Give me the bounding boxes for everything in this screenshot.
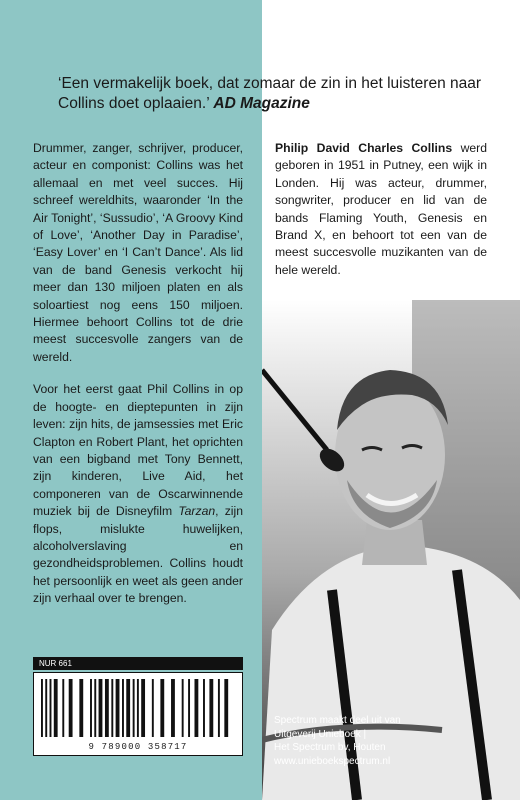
publisher-info <box>274 714 494 768</box>
barcode-bar <box>116 679 120 737</box>
barcode-bar <box>94 679 96 737</box>
nur-code: NUR 661 <box>33 657 243 670</box>
barcode-bar <box>171 679 175 737</box>
blurb-paragraph-2-part-2: , zijn flops, mislukte huwelijken, alcoholverslaving en gezondheidsproblemen. Collins houdt het persoonlijk en weet als geen ander zijn verhaal over te brengen. <box>33 504 244 606</box>
barcode-bar <box>160 679 164 737</box>
barcode-bar <box>54 679 58 737</box>
publisher-line-3: Het Spectrum bv, Houten <box>274 742 386 753</box>
blurb-column <box>33 140 243 623</box>
barcode-bar <box>111 679 113 737</box>
author-bio <box>275 140 487 279</box>
barcode-bar <box>133 679 135 737</box>
isbn-number: 9 789000 358717 <box>88 742 188 752</box>
barcode-bar <box>90 679 92 737</box>
barcode-bar <box>218 679 220 737</box>
publisher-line-1: Spectrum maakt deel uit van <box>274 715 401 726</box>
barcode-bar <box>50 679 52 737</box>
author-bio-text: werd geboren in 1951 in Putney, een wijk in Londen. Hij was acteur, drummer, songwriter, producer en lid van de bands Flaming Youth, Genesis en Brand X, en behoort tot een van de meest succesvolle muzikanten van de hele wereld. <box>275 141 487 277</box>
publisher-line-4: www.unieboekspectrum.nl <box>274 755 391 767</box>
barcode-bar <box>122 679 124 737</box>
publisher-line-2: Uitgeverij Unieboek | <box>274 728 367 740</box>
barcode-bar <box>188 679 190 737</box>
review-quote <box>58 74 488 114</box>
blurb-paragraph-2 <box>33 381 243 607</box>
barcode-bar <box>209 679 213 737</box>
barcode-bar <box>203 679 205 737</box>
barcode-bar <box>105 679 109 737</box>
barcode-bar <box>137 679 139 737</box>
barcode-bar <box>45 679 47 737</box>
barcode-bar <box>62 679 64 737</box>
barcode-bar <box>126 679 130 737</box>
barcode-bar <box>69 679 73 737</box>
quote-text: ‘Een vermakelijk boek, dat zomaar de zin in het luisteren naar Collins doet oplaaien.’ <box>58 75 482 112</box>
author-bio-paragraph <box>275 140 487 279</box>
barcode-bar <box>141 679 145 737</box>
barcode-bar <box>182 679 184 737</box>
blurb-paragraph-1: Drummer, zanger, schrijver, producer, acteur en componist: Collins was het allemaal en met veel succes. Hij schreef wereldhits, waaronder ‘In the Air Tonight’, ‘Sussudio’, ‘A Groovy Kind of Love’, ‘Another Day in Paradise’, ‘Easy Lover’ en ‘I Can’t Dance’. Als lid van de band Genesis verkocht hij meer dan 130 miljoen platen en als soloartiest nog eens 150 miljoen. Hiermee behoort Collins tot de drie meest succesvolle zangers van de wereld. <box>33 141 243 364</box>
barcode-bar <box>224 679 228 737</box>
isbn-barcode <box>33 672 243 756</box>
blurb-paragraph-2-part-1: Voor het eerst gaat Phil Collins in op de hoogte- en dieptepunten in zijn leven: zijn hits, de jamsessies met Eric Clapton en Robert Plant, het oprichten van een bigband met Tony Bennett, zijn kinderen, Live Aid, het componeren van de Oscarwinnende muziek bij de Disneyfilm <box>33 382 243 519</box>
barcode-bar <box>194 679 198 737</box>
barcode-bar <box>79 679 83 737</box>
barcode-bar <box>152 679 154 737</box>
barcode-icon <box>41 679 235 737</box>
quote-source: AD Magazine <box>213 95 310 112</box>
author-full-name: Philip David Charles Collins <box>275 141 453 155</box>
barcode-bar <box>41 679 43 737</box>
film-title: Tarzan <box>178 504 216 519</box>
photo-panel <box>262 0 520 800</box>
barcode-bar <box>99 679 103 737</box>
